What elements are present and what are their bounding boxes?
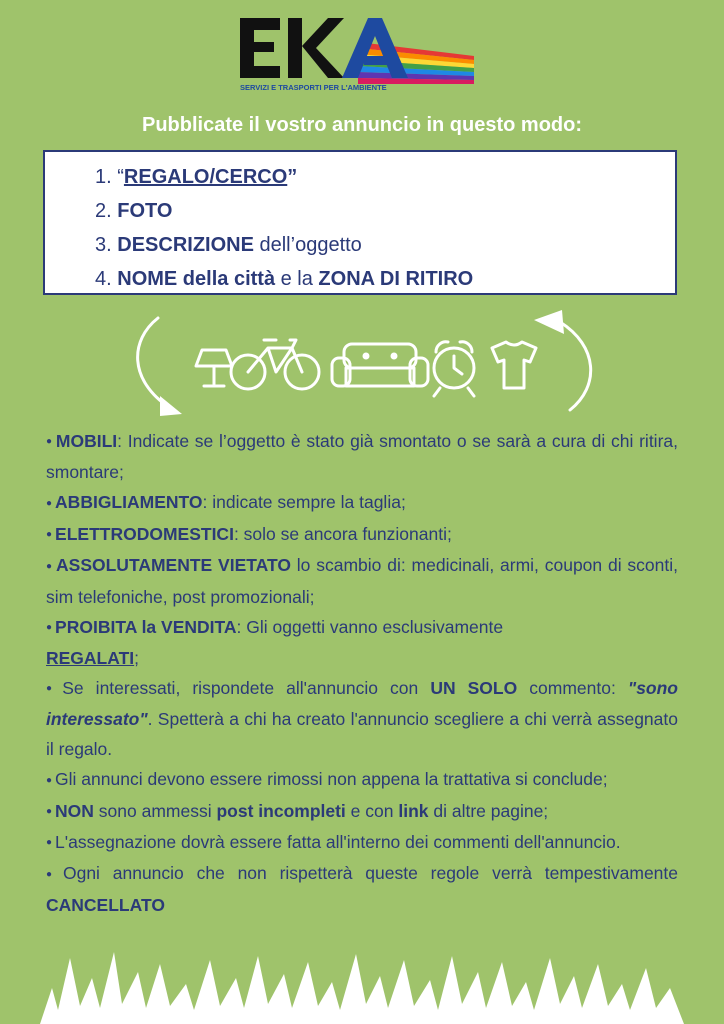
- rule-item: ● ELETTRODOMESTICI: solo se ancora funzionanti;: [46, 523, 452, 544]
- step-1: [95, 160, 675, 194]
- rule-keyword: MOBILI: [55, 431, 118, 451]
- step-number: 3.: [95, 234, 112, 256]
- rule-text: : Gli oggetti vanno esclusivamente: [236, 616, 504, 637]
- step-number: 4.: [95, 268, 112, 290]
- step-2: [95, 194, 675, 228]
- step-label: NOME della città: [117, 268, 276, 290]
- rule-text: : indicate sempre la taglia;: [202, 492, 406, 513]
- eka-logo: [238, 12, 488, 94]
- rule-text: : Indicate se l’oggetto è stato già smontato o se sarà a cura di chi ritira, smontare;: [46, 431, 678, 483]
- rule-text-end: ;: [134, 647, 140, 668]
- rule-item: ● PROIBITA la VENDITA: Gli oggetti vanno esclusivamente REGALATI;: [46, 616, 504, 668]
- rule-keyword: ABBIGLIAMENTO: [55, 492, 203, 513]
- sofa-icon: [332, 344, 428, 386]
- alarm-clock-icon: [434, 342, 474, 396]
- objects-illustration: [130, 310, 600, 420]
- rules-list: [46, 426, 678, 920]
- bicycle-icon: [231, 340, 319, 389]
- step-3: [95, 228, 675, 262]
- rule-item: ● ABBIGLIAMENTO: indicate sempre la taglia;: [46, 492, 406, 513]
- rule-text-mid: e con: [345, 800, 399, 821]
- rule-keyword: PROIBITA la VENDITA: [55, 616, 237, 637]
- t-shirt-icon: [492, 342, 536, 388]
- rule-item: ● Gli annunci devono essere rimossi non appena la trattativa si conclude;: [46, 769, 608, 790]
- rule-text: Gli annunci devono essere rimossi non appena la trattativa si conclude;: [55, 769, 608, 790]
- step-label: FOTO: [117, 200, 173, 222]
- step-label: REGALO/CERCO: [123, 166, 288, 188]
- grass-decoration: [0, 948, 724, 1024]
- rule-item: ● Se interessati, rispondete all'annuncio con UN SOLO commento: "sono interessato". Spetterà a chi ha creato l'annuncio scegliere a chi verrà assegnato il regalo.: [46, 677, 678, 760]
- eka-logo-graphic: [238, 12, 488, 94]
- step-label-2: ZONA DI RITIRO: [318, 268, 474, 290]
- rule-keyword-2: REGALATI: [46, 647, 135, 668]
- rule-text: Se interessati, rispondete all'annuncio con: [62, 677, 431, 698]
- step-number: 1.: [95, 166, 112, 188]
- rule-keyword: UN SOLO: [430, 677, 518, 698]
- steps-list: [95, 160, 675, 296]
- rule-keyword: CANCELLATO: [46, 894, 165, 915]
- step-text: e la: [275, 268, 319, 290]
- rule-text: L'assegnazione dovrà essere fatta all'interno dei commenti dell'annuncio.: [55, 832, 621, 852]
- logo-tagline: SERVIZI E TRASPORTI PER L'AMBIENTE: [240, 83, 387, 92]
- rule-item: ● L'assegnazione dovrà essere fatta all'interno dei commenti dell'annuncio.: [46, 832, 621, 852]
- rule-emphasis: "sono interessato": [46, 677, 678, 730]
- rule-keyword-3: link: [398, 800, 429, 821]
- rule-text-end: di altre pagine;: [428, 800, 549, 821]
- step-number: 2.: [95, 200, 112, 222]
- lamp-icon: [196, 350, 232, 386]
- rule-keyword: NON: [55, 800, 94, 821]
- rule-item: ● Ogni annuncio che non rispetterà queste regole verrà tempestivamente CANCELLATO: [46, 863, 679, 915]
- rule-text: sono ammessi: [93, 800, 217, 821]
- page-heading: Pubblicate il vostro annuncio in questo modo:: [141, 114, 583, 136]
- rule-text: : solo se ancora funzionanti;: [233, 523, 452, 544]
- rule-keyword: ELETTRODOMESTICI: [55, 523, 234, 544]
- arrow-right-curved-icon: [534, 310, 591, 410]
- quote-open: “: [117, 166, 124, 188]
- rule-item: ● ASSOLUTAMENTE VIETATO lo scambio di: medicinali, armi, coupon di sconti, sim telefoniche, post promozionali;: [46, 555, 678, 607]
- rule-item: ● NON sono ammessi post incompleti e con link di altre pagine;: [46, 800, 549, 821]
- rule-text-end: . Spetterà a chi ha creato l'annuncio scegliere a chi verrà assegnato il regalo.: [46, 709, 678, 760]
- step-4: [95, 262, 675, 296]
- rule-text: lo scambio di: medicinali, armi, coupon di sconti, sim telefoniche, post promozionali;: [46, 555, 678, 607]
- arrow-left-curved-icon: [138, 318, 182, 416]
- rule-keyword-2: post incompleti: [216, 800, 346, 821]
- rule-item: ● MOBILI: Indicate se l’oggetto è stato già smontato o se sarà a cura di chi ritira, smontare;: [46, 431, 678, 483]
- rule-text-mid: commento:: [517, 677, 628, 698]
- steps-box: [43, 150, 677, 295]
- step-text: dell’oggetto: [253, 234, 362, 256]
- rule-text: Ogni annuncio che non rispetterà queste regole verrà tempestivamente: [62, 863, 679, 884]
- quote-close: ”: [287, 166, 298, 188]
- step-label: DESCRIZIONE: [117, 234, 254, 256]
- rule-keyword: ASSOLUTAMENTE VIETATO: [56, 555, 291, 576]
